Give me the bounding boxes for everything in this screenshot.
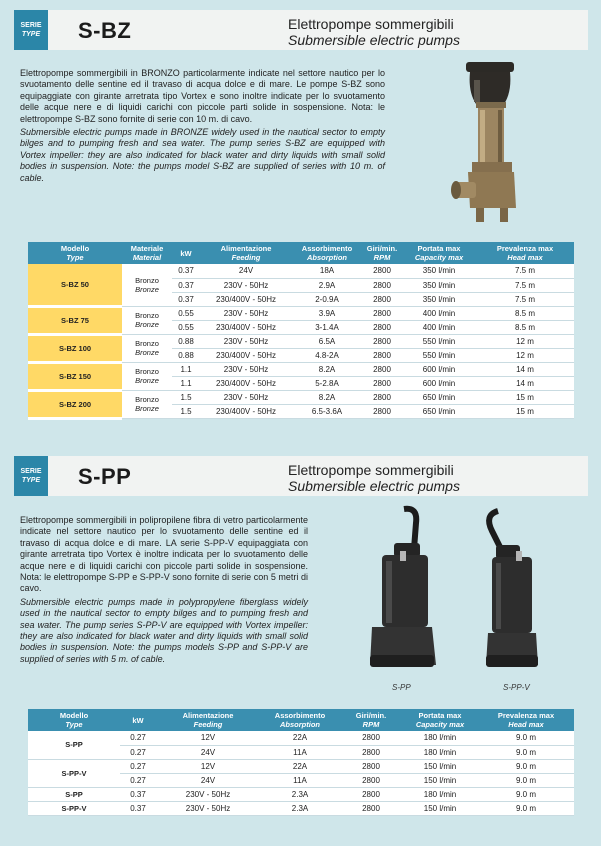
- spp-spec-table: [28, 709, 574, 816]
- spp-description: [20, 515, 308, 665]
- spp-table-header: [28, 709, 574, 731]
- spp-col-header: [156, 709, 260, 731]
- spp-desc-it: Elettropompe sommergibili in polipropilene fibra di vetro particolarmente indicate nel settore nautico per lo svuotamento delle sentine ed il travaso di acqua dolce e di mare. LA serie S-PP-V equipaggiata con girante arretrata tipo Vortex è inoltre indicata per lo svuotamento delle acque nere e di liquidi carichi con piccole parti solide in sospensione. Nota: le elettropompe S-PP e S-PP-V sono fornite di serie con 5 metri di cavo.: [20, 515, 308, 594]
- head-cell: 7.5 m: [476, 292, 574, 306]
- head-cell: 14 m: [476, 362, 574, 376]
- absorption-cell: 2.9A: [292, 278, 362, 292]
- material-en: Bronze: [135, 284, 159, 294]
- spp-desc-en: Submersible electric pumps made in polypropylene fiberglass widely used in the nautical sector to empty bilges and to pumping fresh and sea water. The pump series S-PP-V are equipped with Vortex impeller: they are also indicated for black water and dirty liquids with small solid bodies in suspension. Note: the pumps models S-PP and S-PP-V are supplied of series with 5 m. of cable.: [20, 596, 308, 664]
- rpm-cell: 2800: [362, 334, 402, 348]
- spp-type-label: TYPE: [21, 477, 41, 484]
- spp-col-header-en: RPM: [362, 720, 380, 729]
- sbz-header-bar: [14, 10, 588, 50]
- absorption-cell: 11A: [260, 745, 340, 759]
- spp-serie-badge: [14, 456, 48, 496]
- absorption-cell: 3-1.4A: [292, 320, 362, 334]
- sbz-col-header: [476, 242, 574, 264]
- sbz-col-header-en: Material: [132, 253, 162, 262]
- material-cell: [122, 264, 172, 306]
- model-cell: S-BZ 100: [28, 334, 122, 362]
- absorption-cell: 2-0.9A: [292, 292, 362, 306]
- spp-col-header-en: Absorption: [280, 720, 320, 729]
- rpm-cell: 2800: [340, 773, 402, 787]
- capacity-cell: 180 l/min: [402, 745, 478, 759]
- spp-col-header-it: Alimentazione: [182, 711, 234, 720]
- absorption-cell: 8.2A: [292, 362, 362, 376]
- material-en: Bronze: [135, 376, 159, 385]
- feeding-cell: 230V - 50Hz: [200, 278, 292, 292]
- spp-col-header-it: Prevalenza max: [497, 711, 555, 720]
- feeding-cell: 230/400V - 50Hz: [200, 348, 292, 362]
- feeding-cell: 12V: [156, 759, 260, 773]
- material-cell: [122, 390, 172, 418]
- absorption-cell: 11A: [260, 773, 340, 787]
- head-cell: 15 m: [476, 404, 574, 418]
- absorption-cell: 3.9A: [292, 306, 362, 320]
- feeding-cell: 12V: [156, 731, 260, 745]
- table-row: [28, 362, 574, 376]
- sbz-col-header-en: RPM: [373, 253, 391, 262]
- kw-cell: 0.27: [120, 759, 156, 773]
- feeding-cell: 230V - 50Hz: [156, 787, 260, 801]
- table-row: [28, 390, 574, 404]
- sbz-col-header: [28, 242, 122, 264]
- sbz-col-header: [292, 242, 362, 264]
- capacity-cell: 650 l/min: [402, 390, 476, 404]
- model-cell: S-BZ 200: [28, 390, 122, 418]
- model-cell: S-PP: [28, 731, 120, 759]
- feeding-cell: 230V - 50Hz: [156, 801, 260, 815]
- capacity-cell: 150 l/min: [402, 801, 478, 815]
- kw-cell: 0.37: [172, 264, 200, 278]
- spp-title-en: Submersible electric pumps: [288, 478, 460, 494]
- spp-col-header: [28, 709, 120, 731]
- table-row: [28, 264, 574, 278]
- spp-col-header: [260, 709, 340, 731]
- kw-cell: 1.5: [172, 404, 200, 418]
- kw-cell: 0.88: [172, 348, 200, 362]
- kw-cell: 0.37: [120, 801, 156, 815]
- spp-title-it: Elettropompe sommergibili: [288, 462, 454, 478]
- sppv-pump-image: [478, 505, 548, 677]
- rpm-cell: 2800: [340, 801, 402, 815]
- kw-cell: 1.5: [172, 390, 200, 404]
- sbz-table-header: [28, 242, 574, 264]
- sbz-col-header: [122, 242, 172, 264]
- material-cell: [122, 334, 172, 362]
- head-cell: 15 m: [476, 390, 574, 404]
- feeding-cell: 230/400V - 50Hz: [200, 376, 292, 390]
- material-cell: [122, 362, 172, 390]
- material-it: Bronzo: [135, 311, 159, 320]
- absorption-cell: 6.5A: [292, 334, 362, 348]
- rpm-cell: 2800: [340, 759, 402, 773]
- head-cell: 9.0 m: [478, 731, 574, 745]
- sbz-col-header-en: Absorption: [307, 253, 347, 262]
- head-cell: 9.0 m: [478, 773, 574, 787]
- kw-cell: 0.27: [120, 731, 156, 745]
- spp-col-header: [340, 709, 402, 731]
- head-cell: 9.0 m: [478, 787, 574, 801]
- model-cell: S-BZ 50: [28, 264, 122, 306]
- rpm-cell: 2800: [362, 362, 402, 376]
- head-cell: 9.0 m: [478, 759, 574, 773]
- spp-caption-1: S-PP: [392, 683, 411, 692]
- sbz-col-header-en: Head max: [507, 253, 543, 262]
- absorption-cell: 4.8-2A: [292, 348, 362, 362]
- sbz-title: [288, 16, 460, 48]
- kw-cell: 0.27: [120, 773, 156, 787]
- sbz-col-header-it: kW: [180, 248, 192, 258]
- kw-cell: 0.55: [172, 306, 200, 320]
- spp-col-header-it: Assorbimento: [274, 711, 326, 720]
- spp-title: [288, 462, 460, 494]
- rpm-cell: 2800: [362, 390, 402, 404]
- material-en: Bronze: [135, 348, 159, 357]
- bronze-pump-image: [450, 58, 530, 226]
- sbz-spec-table: [28, 242, 574, 420]
- rpm-cell: 2800: [362, 278, 402, 292]
- capacity-cell: 550 l/min: [402, 348, 476, 362]
- spp-col-header-en: Head max: [508, 720, 544, 729]
- material-cell: [122, 306, 172, 334]
- model-cell: S-PP-V: [28, 801, 120, 815]
- sbz-col-header-it: Modello: [60, 244, 90, 253]
- absorption-cell: 22A: [260, 731, 340, 745]
- sbz-col-header-it: Prevalenza max: [496, 244, 554, 253]
- feeding-cell: 230/400V - 50Hz: [200, 404, 292, 418]
- feeding-cell: 230V - 50Hz: [200, 334, 292, 348]
- kw-cell: 1.1: [172, 376, 200, 390]
- material-en: Bronze: [135, 320, 159, 329]
- capacity-cell: 350 l/min: [402, 264, 476, 278]
- capacity-cell: 600 l/min: [402, 362, 476, 376]
- table-row: [28, 731, 574, 745]
- rpm-cell: 2800: [362, 404, 402, 418]
- spp-model-code: S-PP: [78, 464, 132, 489]
- capacity-cell: 350 l/min: [402, 278, 476, 292]
- absorption-cell: 2.3A: [260, 801, 340, 815]
- capacity-cell: 150 l/min: [402, 773, 478, 787]
- sbz-col-header: [362, 242, 402, 264]
- spp-col-header-en: Feeding: [193, 720, 223, 729]
- sbz-col-header-it: Materiale: [130, 244, 164, 253]
- capacity-cell: 600 l/min: [402, 376, 476, 390]
- feeding-cell: 230/400V - 50Hz: [200, 320, 292, 334]
- capacity-cell: 150 l/min: [402, 759, 478, 773]
- kw-cell: 0.37: [120, 787, 156, 801]
- spp-col-header-it: Modello: [59, 711, 89, 720]
- absorption-cell: 5-2.8A: [292, 376, 362, 390]
- head-cell: 9.0 m: [478, 801, 574, 815]
- absorption-cell: 8.2A: [292, 390, 362, 404]
- model-cell: S-BZ 150: [28, 362, 122, 390]
- feeding-cell: 24V: [156, 745, 260, 759]
- head-cell: 12 m: [476, 348, 574, 362]
- head-cell: 14 m: [476, 376, 574, 390]
- capacity-cell: 400 l/min: [402, 320, 476, 334]
- rpm-cell: 2800: [362, 376, 402, 390]
- material-it: Bronzo: [135, 339, 159, 348]
- capacity-cell: 180 l/min: [402, 787, 478, 801]
- material-it: Bronzo: [135, 367, 159, 376]
- kw-cell: 0.88: [172, 334, 200, 348]
- spp-header-bar: [14, 456, 588, 496]
- material-en: Bronze: [135, 404, 159, 413]
- feeding-cell: 230V - 50Hz: [200, 390, 292, 404]
- spp-col-header-en: Type: [65, 720, 83, 729]
- model-cell: S-BZ 75: [28, 306, 122, 334]
- sbz-model-code: S-BZ: [78, 18, 132, 43]
- sbz-col-header-it: Assorbimento: [301, 244, 353, 253]
- sbz-serie-label: SERIE: [20, 22, 42, 29]
- head-cell: 7.5 m: [476, 278, 574, 292]
- absorption-cell: 22A: [260, 759, 340, 773]
- table-row: [28, 334, 574, 348]
- spp-serie-label: SERIE: [20, 468, 42, 475]
- spp-table-body: [28, 731, 574, 815]
- head-cell: 12 m: [476, 334, 574, 348]
- spp-col-header-en: Capacity max: [415, 720, 465, 729]
- sbz-col-header-en: Feeding: [231, 253, 261, 262]
- feeding-cell: 230V - 50Hz: [200, 362, 292, 376]
- spp-col-header-it: Giri/min.: [355, 711, 387, 720]
- head-cell: 7.5 m: [476, 264, 574, 278]
- sbz-type-label: TYPE: [21, 31, 41, 38]
- sbz-col-header-it: Portata max: [417, 244, 461, 253]
- capacity-cell: 180 l/min: [402, 731, 478, 745]
- feeding-cell: 230V - 50Hz: [200, 306, 292, 320]
- material-it: Bronzo: [135, 395, 159, 404]
- table-row: [28, 759, 574, 773]
- spp-col-header: [478, 709, 574, 731]
- spp-pump-image: [360, 505, 440, 677]
- table-row: [28, 801, 574, 815]
- sbz-desc-en: Submersible electric pumps made in BRONZE widely used in the nautical sector to empty bilges and to pumping fresh and sea water. The pump series S-BZ are equipped with Vortex impeller: they are also indicated for black water and dirty liquids with small solid bodies in suspension. Note: the pumps model S-BZ are supplied of series with 10 m. of cable.: [20, 127, 385, 183]
- rpm-cell: 2800: [340, 745, 402, 759]
- feeding-cell: 24V: [156, 773, 260, 787]
- material-it: Bronzo: [135, 275, 159, 285]
- capacity-cell: 350 l/min: [402, 292, 476, 306]
- head-cell: 8.5 m: [476, 306, 574, 320]
- absorption-cell: 6.5-3.6A: [292, 404, 362, 418]
- feeding-cell: 230/400V - 50Hz: [200, 292, 292, 306]
- absorption-cell: 18A: [292, 264, 362, 278]
- sbz-desc-it: Elettropompe sommergibili in BRONZO particolarmente indicate nel settore nautico per lo svuotamento delle sentine ed il travaso di acqua dolce e di mare. Le pompe S-BZ sono equipaggiate con girante arretrata tipo Vortex e sono inoltre indicate per lo svuotamento delle acque nere e di liquidi carichi con piccole parti solide in sospensione. Nota: le elettropompe S-BZ sono fornite di serie con 10 m. di cavo.: [20, 68, 385, 124]
- feeding-cell: 24V: [200, 264, 292, 278]
- rpm-cell: 2800: [362, 320, 402, 334]
- sbz-col-header: [172, 242, 200, 264]
- table-row: [28, 306, 574, 320]
- head-cell: 9.0 m: [478, 745, 574, 759]
- capacity-cell: 400 l/min: [402, 306, 476, 320]
- sbz-table-body: [28, 264, 574, 418]
- rpm-cell: 2800: [340, 787, 402, 801]
- sbz-description: [20, 68, 385, 184]
- spp-caption-2: S-PP-V: [503, 683, 530, 692]
- rpm-cell: 2800: [340, 731, 402, 745]
- rpm-cell: 2800: [362, 348, 402, 362]
- rpm-cell: 2800: [362, 292, 402, 306]
- head-cell: 8.5 m: [476, 320, 574, 334]
- sbz-col-header: [402, 242, 476, 264]
- sbz-col-header-it: Alimentazione: [220, 244, 272, 253]
- table-row: [28, 787, 574, 801]
- spp-col-header: [402, 709, 478, 731]
- spp-col-header: [120, 709, 156, 731]
- kw-cell: 0.37: [172, 292, 200, 306]
- capacity-cell: 650 l/min: [402, 404, 476, 418]
- kw-cell: 0.27: [120, 745, 156, 759]
- sbz-title-it: Elettropompe sommergibili: [288, 16, 454, 32]
- rpm-cell: 2800: [362, 264, 402, 278]
- sbz-col-header-en: Type: [66, 253, 84, 262]
- spp-col-header-it: kW: [132, 715, 144, 725]
- sbz-col-header-en: Capacity max: [414, 253, 464, 262]
- model-cell: S-PP: [28, 787, 120, 801]
- absorption-cell: 2.3A: [260, 787, 340, 801]
- sbz-col-header-it: Giri/min.: [366, 244, 398, 253]
- sbz-col-header: [200, 242, 292, 264]
- kw-cell: 0.37: [172, 278, 200, 292]
- capacity-cell: 550 l/min: [402, 334, 476, 348]
- kw-cell: 1.1: [172, 362, 200, 376]
- sbz-title-en: Submersible electric pumps: [288, 32, 460, 48]
- kw-cell: 0.55: [172, 320, 200, 334]
- rpm-cell: 2800: [362, 306, 402, 320]
- sbz-serie-badge: [14, 10, 48, 50]
- model-cell: S-PP-V: [28, 759, 120, 787]
- spp-col-header-it: Portata max: [418, 711, 462, 720]
